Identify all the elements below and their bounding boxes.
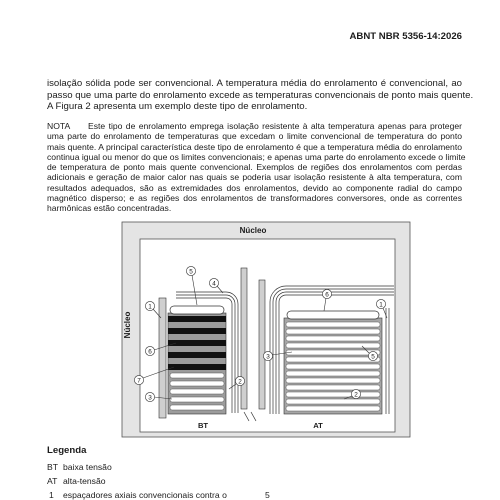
paragraph-line: passo que uma parte do enrolamento excede as temperaturas convencionais de ponto mais quente. xyxy=(47,89,474,101)
at-conductor xyxy=(286,322,380,327)
legend-text: baixa tensão xyxy=(63,462,112,472)
legend-key: 1 xyxy=(49,490,54,500)
callout-number: 6 xyxy=(148,348,152,356)
legend-item xyxy=(47,462,112,472)
callout-number: 3 xyxy=(266,353,270,361)
at-conductor xyxy=(286,357,380,362)
bt-high-temp-conductor xyxy=(168,352,226,358)
bt-winding-label: BT xyxy=(197,421,209,430)
winding-diagram-figure xyxy=(118,218,414,440)
standard-code: ABNT NBR 5356-14:2026 xyxy=(349,31,462,42)
callout-number: 3 xyxy=(148,394,152,402)
at-conductor xyxy=(286,371,380,376)
note-line: adicionais e geração de maior calor nas quais se poderia usar isolação resistente à alta temperatura, com xyxy=(47,172,462,183)
note-line: magnético disperso; e as regiões dos enrolamentos de transformadores conversores, onde as correntes xyxy=(47,192,462,203)
body-paragraph xyxy=(47,78,474,113)
note-line: harmônicas estão concentradas. xyxy=(47,203,172,213)
bt-conventional-conductor xyxy=(170,381,224,386)
legend-text: alta-tensão xyxy=(63,476,106,486)
at-top-cap xyxy=(287,311,379,319)
bt-top-cap xyxy=(170,306,224,314)
callout-number: 2 xyxy=(354,391,358,399)
note-line-text: Este tipo de enrolamento emprega isolação resistente à alta temperatura apenas para proteger xyxy=(88,121,462,131)
bt-high-temp-conductor xyxy=(168,316,226,322)
legend-item xyxy=(49,490,227,500)
at-conductor xyxy=(286,364,380,369)
callout-number: 5 xyxy=(189,268,193,276)
legend-text: espaçadores axiais convencionais contra o xyxy=(63,490,227,500)
at-conductor xyxy=(286,350,380,355)
note-label: NOTA xyxy=(47,121,71,131)
at-conductor xyxy=(286,329,380,334)
note-paragraph xyxy=(47,121,466,213)
core-label-top: Núcleo xyxy=(239,226,267,235)
at-conductor xyxy=(286,343,380,348)
bt-conventional-conductor xyxy=(170,389,224,394)
at-conductor xyxy=(286,392,380,397)
note-line: resultados adequados, são as extremidades dos enrolamentos, devido ao componente radial do campo xyxy=(47,182,462,193)
callout-number: 5 xyxy=(371,353,375,361)
at-conductor xyxy=(286,378,380,383)
legend-key: 5 xyxy=(265,490,270,500)
note-line: continua igual ou menor do que os limites convencionais; e apenas uma parte do enrolamento excede o limite xyxy=(47,151,466,162)
at-conductor xyxy=(286,336,380,341)
bt-high-temp-conductor xyxy=(168,340,226,346)
bt-conventional-conductor xyxy=(170,373,224,378)
callout-number: 2 xyxy=(238,378,242,386)
callout-number: 1 xyxy=(379,301,383,309)
callout-number: 7 xyxy=(137,377,141,385)
callout-number: 4 xyxy=(212,280,216,288)
note-line: de temperatura de ponto mais quente convencional. Exemplos de regiões dos enrolamentos com perdas xyxy=(47,162,462,172)
legend-title: Legenda xyxy=(47,445,87,456)
bt-high-temp-conductor xyxy=(168,364,226,370)
bt-conventional-conductor xyxy=(170,397,224,402)
bt-conventional-conductor xyxy=(170,405,224,410)
legend-key: AT xyxy=(47,476,58,486)
bt-axial-spacer xyxy=(159,298,166,418)
barrier-cylinder xyxy=(241,268,247,409)
callout-number: 6 xyxy=(325,291,329,299)
note-line: uma parte do enrolamento de temperaturas que excedam o limite convencional de temperatura do ponto xyxy=(47,131,462,142)
at-conductor xyxy=(286,406,380,411)
callout-number: 1 xyxy=(148,303,152,311)
paragraph-line: A Figura 2 apresenta um exemplo deste tipo de enrolamento. xyxy=(47,101,308,113)
paragraph-line: isolação sólida pode ser convencional. A temperatura média do enrolamento é convencional, ao xyxy=(47,78,462,89)
bt-high-temp-conductor xyxy=(168,328,226,334)
core-label-left: Núcleo xyxy=(123,311,132,339)
legend-item xyxy=(265,490,281,500)
legend-item xyxy=(47,476,106,486)
legend-key: BT xyxy=(47,462,58,472)
barrier-cylinder xyxy=(259,280,265,409)
at-winding-label: AT xyxy=(313,421,323,430)
at-conductor xyxy=(286,399,380,404)
note-line: mais quente. A principal característica deste tipo de enrolamento é que a temperatura média do enrolamento xyxy=(47,141,462,152)
note-line xyxy=(47,121,462,131)
at-conductor xyxy=(286,385,380,390)
